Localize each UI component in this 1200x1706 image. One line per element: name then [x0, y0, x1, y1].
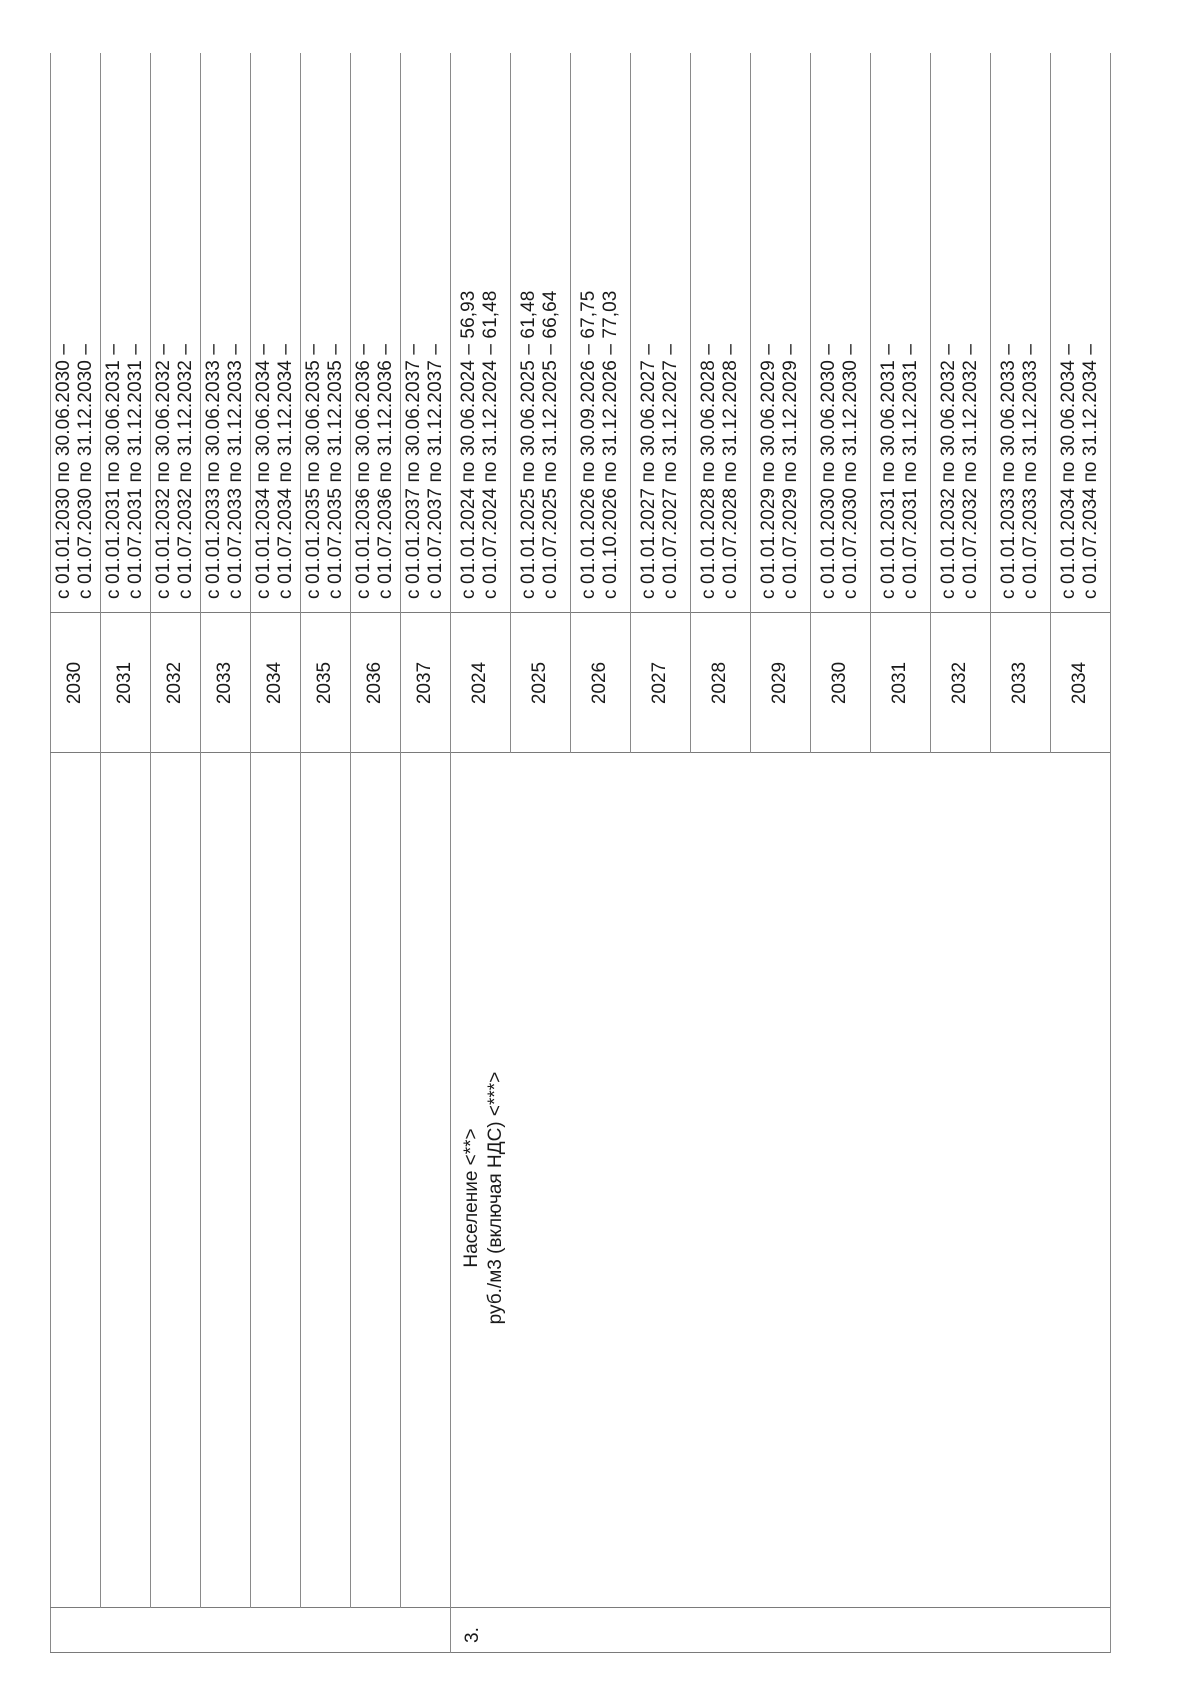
period-line: с 01.01.2036 по 30.06.2036 – — [353, 343, 374, 599]
period-line: с 01.01.2035 по 30.06.2035 – — [303, 343, 324, 599]
period-line: с 01.07.2030 по 31.12.2030 – — [840, 343, 861, 599]
period-line: с 01.01.2031 по 30.06.2031 – — [878, 343, 899, 599]
period-line: с 01.07.2031 по 31.12.2031 – — [125, 343, 146, 599]
period-line: с 01.07.2033 по 31.12.2033 – — [225, 343, 246, 599]
period-line: с 01.07.2030 по 31.12.2030 – — [75, 343, 96, 599]
period-line: с 01.01.2037 по 30.06.2037 – — [403, 343, 424, 599]
period-line: с 01.01.2029 по 30.06.2029 – — [758, 343, 779, 599]
row-divider — [690, 53, 691, 753]
row-divider — [630, 53, 631, 753]
period-line: с 01.07.2037 по 31.12.2037 – — [425, 343, 446, 599]
period-line: с 01.01.2027 по 30.06.2027 – — [638, 343, 659, 599]
year-cell: 2036 — [364, 661, 385, 705]
row-divider — [150, 53, 151, 1608]
year-cell: 2032 — [949, 661, 970, 705]
year-cell: 2034 — [1069, 661, 1090, 705]
row-divider — [870, 53, 871, 753]
period-line: с 01.01.2033 по 30.06.2033 – — [203, 343, 224, 599]
period-line: с 01.10.2026 по 31.12.2026 – 77,03 — [600, 290, 621, 599]
year-cell: 2029 — [769, 661, 790, 705]
year-cell: 2031 — [889, 661, 910, 705]
period-line: с 01.07.2025 по 31.12.2025 – 66,64 — [540, 290, 561, 599]
table-border-right-edge — [1110, 53, 1111, 1653]
year-cell: 2027 — [649, 661, 670, 705]
year-cell: 2033 — [1009, 661, 1030, 705]
row-divider — [1050, 53, 1051, 753]
period-line: с 01.01.2030 по 30.06.2030 – — [53, 343, 74, 599]
period-line: с 01.07.2035 по 31.12.2035 – — [325, 343, 346, 599]
row-divider — [300, 53, 301, 1608]
tariff-table-page — [50, 53, 1150, 1653]
year-cell: 2026 — [589, 661, 610, 705]
period-line: с 01.01.2028 по 30.06.2028 – — [698, 343, 719, 599]
period-line: с 01.01.2030 по 30.06.2030 – — [818, 343, 839, 599]
period-line: с 01.01.2033 по 30.06.2033 – — [998, 343, 1019, 599]
row-divider — [990, 53, 991, 753]
category-line-2: руб./м3 (включая НДС) <***> — [485, 1071, 506, 1325]
period-line: с 01.07.2028 по 31.12.2028 – — [720, 343, 741, 599]
row-divider — [930, 53, 931, 753]
row-divider — [350, 53, 351, 1608]
period-line: с 01.01.2025 по 30.06.2025 – 61,48 — [518, 290, 539, 599]
period-line: с 01.07.2032 по 31.12.2032 – — [960, 343, 981, 599]
category-line-1: Население <**> — [461, 1128, 482, 1268]
year-cell: 2033 — [214, 661, 235, 705]
section-number: 3. — [462, 1627, 483, 1643]
period-line: с 01.07.2024 по 31.12.2024 – 61,48 — [480, 290, 501, 599]
year-cell: 2035 — [314, 661, 335, 705]
period-line: с 01.01.2026 по 30.09.2026 – 67,75 — [578, 290, 599, 599]
row-divider — [200, 53, 201, 1608]
period-line: с 01.07.2027 по 31.12.2027 – — [660, 343, 681, 599]
period-line: с 01.01.2034 по 30.06.2034 – — [253, 343, 274, 599]
period-line: с 01.07.2036 по 31.12.2036 – — [375, 343, 396, 599]
year-cell: 2032 — [164, 661, 185, 705]
period-line: с 01.01.2032 по 30.06.2032 – — [153, 343, 174, 599]
period-line: с 01.07.2034 по 31.12.2034 – — [1080, 343, 1101, 599]
row-divider — [750, 53, 751, 753]
category-label — [460, 743, 508, 1653]
year-cell: 2031 — [114, 661, 135, 705]
period-line: с 01.07.2031 по 31.12.2031 – — [900, 343, 921, 599]
period-line: с 01.01.2031 по 30.06.2031 – — [103, 343, 124, 599]
period-line: с 01.07.2032 по 31.12.2032 – — [175, 343, 196, 599]
period-line: с 01.01.2032 по 30.06.2032 – — [938, 343, 959, 599]
row-divider — [570, 53, 571, 753]
period-line: с 01.07.2033 по 31.12.2033 – — [1020, 343, 1041, 599]
year-cell: 2030 — [64, 661, 85, 705]
row-divider — [100, 53, 101, 1608]
period-line: с 01.01.2024 по 30.06.2024 – 56,93 — [458, 290, 479, 599]
year-cell: 2028 — [709, 661, 730, 705]
row-divider — [810, 53, 811, 753]
period-line: с 01.07.2029 по 31.12.2029 – — [780, 343, 801, 599]
year-cell: 2037 — [414, 661, 435, 705]
year-cell: 2025 — [529, 661, 550, 705]
year-cell: 2024 — [469, 661, 490, 705]
row-divider — [250, 53, 251, 1608]
row-divider — [400, 53, 401, 1608]
period-line: с 01.01.2034 по 30.06.2034 – — [1058, 343, 1079, 599]
year-cell: 2034 — [264, 661, 285, 705]
row-divider — [510, 53, 511, 753]
year-cell: 2030 — [829, 661, 850, 705]
period-line: с 01.07.2034 по 31.12.2034 – — [275, 343, 296, 599]
